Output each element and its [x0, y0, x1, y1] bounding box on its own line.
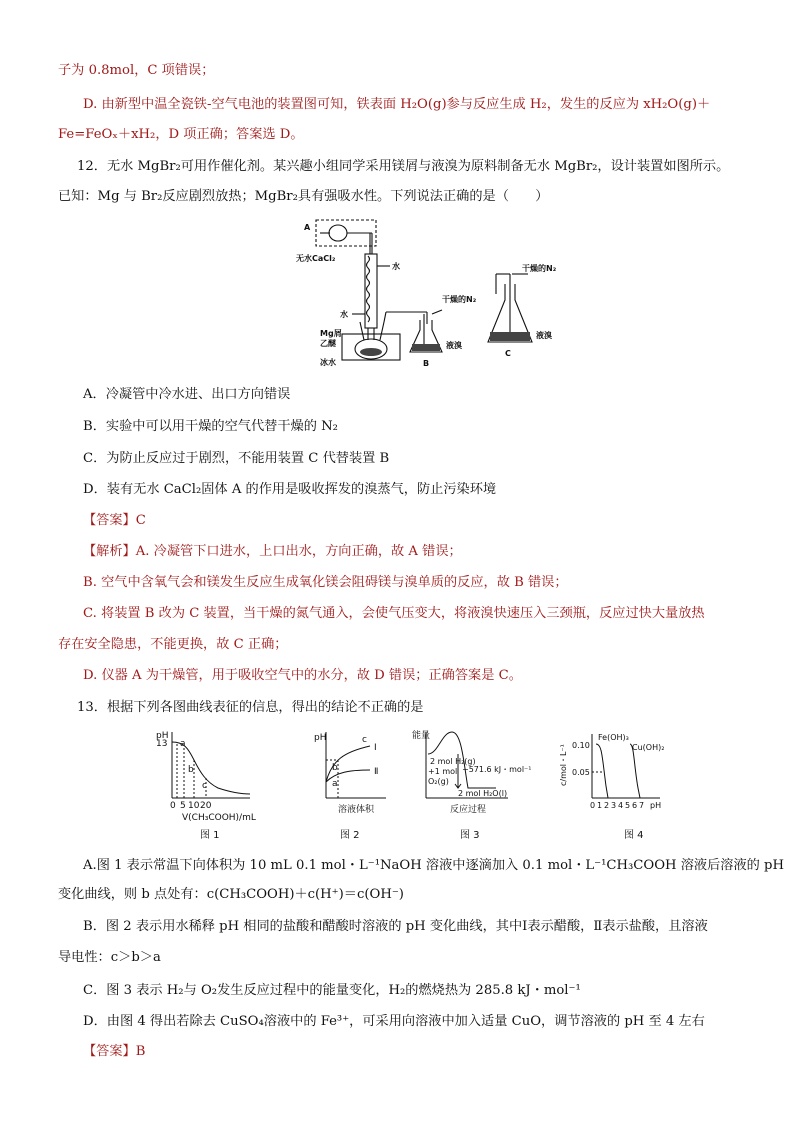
fig4-xtick: 1 [597, 801, 603, 810]
fig4-xlabel: pH [650, 801, 662, 810]
figure-4 [556, 726, 676, 844]
fig4-xtick: 2 [604, 801, 610, 810]
option-13c: C．图 3 表示 H₂与 O₂发生反应过程中的能量变化，H₂的燃烧热为 285.8 kJ・mol⁻¹ [83, 983, 581, 998]
fig1-xlabel: V(CH₃COOH)/mL [182, 813, 256, 823]
label-cacl2: 无水CaCl₂ [296, 254, 336, 263]
text-line: D. 由新型中温全瓷铁-空气电池的装置图可知，铁表面 H₂O(g)参与反应生成 H₂，发生的反应为 xH₂O(g)＋ [83, 97, 711, 112]
answer-12: 【答案】C [83, 513, 146, 528]
label-br-b: 液溴 [446, 341, 462, 350]
fig2-series-1: Ⅰ [374, 743, 377, 753]
figure-2 [310, 726, 400, 844]
explanation-12c-cont: 存在安全隐患，不能更换，故 C 正确； [58, 637, 288, 652]
explanation-12c: C. 将装置 B 改为 C 装置，当干燥的氮气通入，会使气压变大，将液溴快速压入三颈瓶，反应过快大量放热 [83, 606, 705, 621]
option-12a: A．冷凝管中冷水进、出口方向错误 [83, 387, 291, 402]
figure-3 [408, 726, 532, 844]
label-a: A [304, 223, 311, 232]
question-13-stem: 13．根据下列各图曲线表征的信息，得出的结论不正确的是 [77, 700, 424, 715]
option-12b: B．实验中可以用干燥的空气代替干燥的 N₂ [83, 419, 338, 434]
answer-13: 【答案】B [83, 1044, 146, 1059]
fig3-top2: +1 mol [428, 767, 458, 776]
fig4-series-1: Fe(OH)₃ [598, 733, 629, 742]
fig2-point-c: c [362, 735, 367, 745]
fig3-caption: 图 3 [460, 830, 480, 841]
fig4-xtick: 5 [625, 801, 631, 810]
explanation-12b: B. 空气中含氧气会和镁发生反应生成氧化镁会阻碍镁与溴单质的反应，故 B 错误； [83, 575, 568, 590]
question-12-stem: 12．无水 MgBr₂可用作催化剂。某兴趣小组同学采用镁屑与液溴为原料制备无水 MgBr₂，设计装置如图所示。 [77, 159, 730, 174]
label-ether: 乙醚 [320, 339, 336, 348]
fig2-xlabel: 溶液体积 [338, 805, 375, 815]
label-n2-b: 干燥的N₂ [442, 295, 477, 304]
option-13a-cont: 变化曲线，则 b 点处有：c(CH₃COOH)＋c(H⁺)＝c(OH⁻) [58, 887, 404, 902]
fig2-ylabel: pH [314, 733, 327, 743]
fig3-xlabel: 反应过程 [450, 805, 487, 815]
fig1-xtick: 10 [188, 801, 200, 811]
fig2-point-a: a [332, 779, 338, 789]
fig1-point-c: c [202, 781, 207, 791]
text-line: 子为 0.8mol，C 项错误； [58, 63, 215, 78]
fig1-point-b: b [188, 765, 194, 775]
fig4-ytick: 0.10 [572, 741, 590, 750]
label-water-in: 水 [340, 310, 348, 319]
apparatus-diagram [296, 214, 570, 374]
fig3-ylabel: 能量 [412, 731, 431, 741]
fig4-series-2: Cu(OH)₂ [632, 743, 665, 752]
option-12c: C．为防止反应过于剧烈，不能用装置 C 代替装置 B [83, 451, 390, 466]
fig1-xtick: 0 [170, 801, 176, 811]
fig3-dh: −571.6 kJ・mol⁻¹ [462, 765, 532, 774]
explanation-12d: D. 仪器 A 为干燥管，用于吸收空气中的水分，故 D 错误；正确答案是 C。 [83, 668, 522, 683]
fig1-xtick: 5 [180, 801, 186, 811]
fig4-caption: 图 4 [624, 830, 644, 841]
option-13d: D．由图 4 得出若除去 CuSO₄溶液中的 Fe³⁺，可采用向溶液中加入适量 CuO，调节溶液的 pH 至 4 左右 [83, 1014, 705, 1029]
label-water-out: 水 [392, 262, 400, 271]
fig4-ylabel: c/mol・L⁻¹ [559, 744, 568, 786]
label-n2-c: 干燥的N₂ [522, 264, 557, 273]
option-12d: D．装有无水 CaCl₂固体 A 的作用是吸收挥发的溴蒸气，防止污染环境 [83, 482, 497, 497]
fig3-top1: 2 mol H₂(g) [430, 757, 476, 766]
fig4-xtick: 7 [639, 801, 645, 810]
label-ice: 冰水 [320, 358, 336, 367]
fig4-xtick: 0 [590, 801, 596, 810]
fig1-xtick: 20 [200, 801, 212, 811]
label-br-c: 液溴 [536, 331, 552, 340]
fig1-point-a: a [180, 739, 186, 749]
fig3-bottom: 2 mol H₂O(l) [458, 789, 508, 798]
question-12-stem-cont: 已知：Mg 与 Br₂反应剧烈放热；MgBr₂具有强吸水性。下列说法正确的是（ ） [58, 189, 549, 204]
fig3-top3: O₂(g) [428, 777, 449, 786]
fig1-ylabel: pH [156, 731, 169, 741]
option-13b-cont: 导电性：c＞b＞a [58, 950, 161, 965]
label-b: B [423, 359, 430, 368]
text-line: Fe=FeOₓ＋xH₂，D 项正确；答案选 D。 [58, 127, 304, 142]
label-c: C [505, 349, 511, 358]
explanation-12a: 【解析】A. 冷凝管下口进水，上口出水，方向正确，故 A 错误； [83, 544, 462, 559]
fig1-caption: 图 1 [200, 830, 220, 841]
fig4-ytick: 0.05 [572, 768, 590, 777]
fig4-xtick: 6 [632, 801, 638, 810]
option-13a: A.图 1 表示常温下向体积为 10 mL 0.1 mol・L⁻¹NaOH 溶液中逐滴加入 0.1 mol・L⁻¹CH₃COOH 溶液后溶液的 pH [83, 858, 784, 873]
fig2-caption: 图 2 [340, 830, 360, 841]
fig4-xtick: 4 [618, 801, 624, 810]
figure-1 [150, 726, 280, 844]
fig2-series-2: Ⅱ [374, 767, 379, 777]
fig4-xtick: 3 [611, 801, 617, 810]
fig2-point-b: b [332, 763, 338, 773]
fig1-y13: 13 [156, 739, 168, 749]
label-mg: Mg屑 [320, 329, 342, 338]
option-13b: B．图 2 表示用水稀释 pH 相同的盐酸和醋酸时溶液的 pH 变化曲线，其中Ⅰ表示醋酸，Ⅱ表示盐酸，且溶液 [83, 919, 708, 934]
